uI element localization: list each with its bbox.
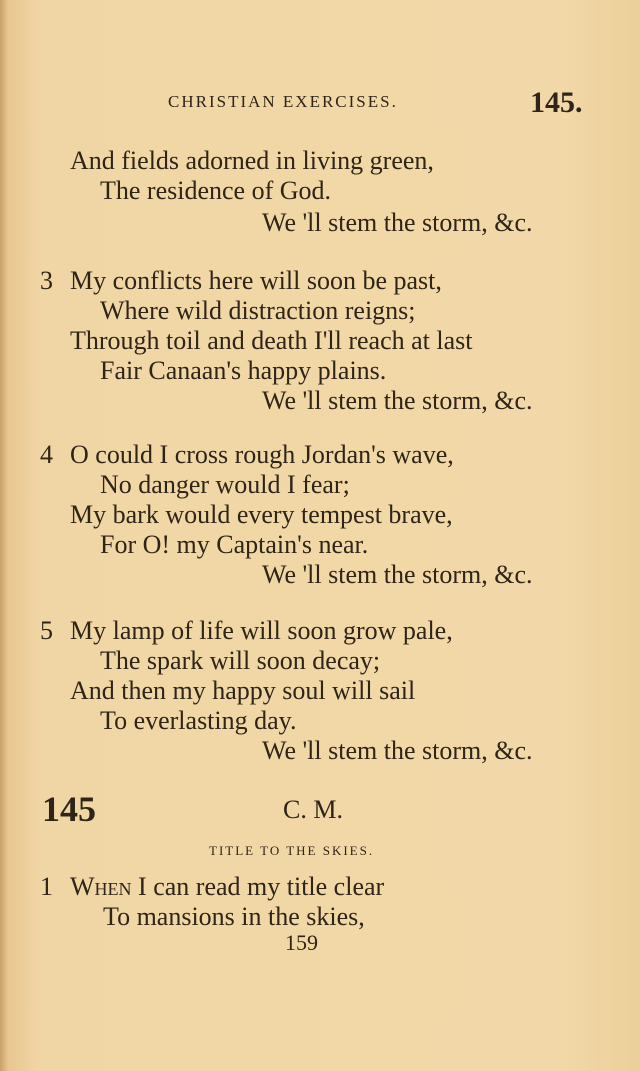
verse-line: Fair Canaan's happy plains.	[100, 356, 387, 385]
verse-line: For O! my Captain's near.	[100, 530, 369, 559]
verse-line: Through toil and death I'll reach at last	[70, 326, 473, 355]
verse-line: My lamp of life will soon grow pale,	[70, 616, 453, 645]
hymn-number: 145	[42, 789, 96, 829]
refrain-line: We 'll stem the storm, &c.	[262, 560, 533, 589]
refrain-line: We 'll stem the storm, &c.	[262, 386, 533, 415]
page-edge-shadow	[0, 0, 8, 1071]
verse-line: To everlasting day.	[100, 706, 297, 735]
refrain-line: We 'll stem the storm, &c.	[262, 736, 533, 765]
refrain-line: We 'll stem the storm, &c.	[262, 208, 533, 237]
verse-line: Where wild distraction reigns;	[100, 296, 416, 325]
first-line-rest: I can read my title clear	[131, 872, 385, 901]
stanza-number: 1	[40, 872, 53, 901]
stanza-number: 5	[40, 616, 53, 645]
verse-line: The residence of God.	[100, 176, 332, 205]
verse-line: My bark would every tempest brave,	[70, 500, 453, 529]
running-title: CHRISTIAN EXERCISES.	[168, 92, 398, 111]
verse-line	[70, 872, 384, 902]
verse-line: My conflicts here will soon be past,	[70, 266, 442, 295]
hymn-meter: C. M.	[283, 795, 343, 824]
verse-line: The spark will soon decay;	[100, 646, 381, 675]
verse-line: To mansions in the skies,	[103, 902, 365, 931]
verse-line: O could I cross rough Jordan's wave,	[70, 440, 454, 469]
running-header	[0, 86, 640, 126]
stanza-number: 4	[40, 440, 53, 469]
verse-line: And fields adorned in living green,	[70, 146, 434, 175]
footer-page-number: 159	[285, 930, 318, 955]
first-word: When	[70, 872, 132, 901]
hymn-title: TITLE TO THE SKIES.	[209, 843, 375, 858]
stanza-number: 3	[40, 266, 53, 295]
verse-line: No danger would I fear;	[100, 470, 350, 499]
header-page-number: 145.	[530, 86, 583, 119]
verse-line: And then my happy soul will sail	[70, 676, 416, 705]
